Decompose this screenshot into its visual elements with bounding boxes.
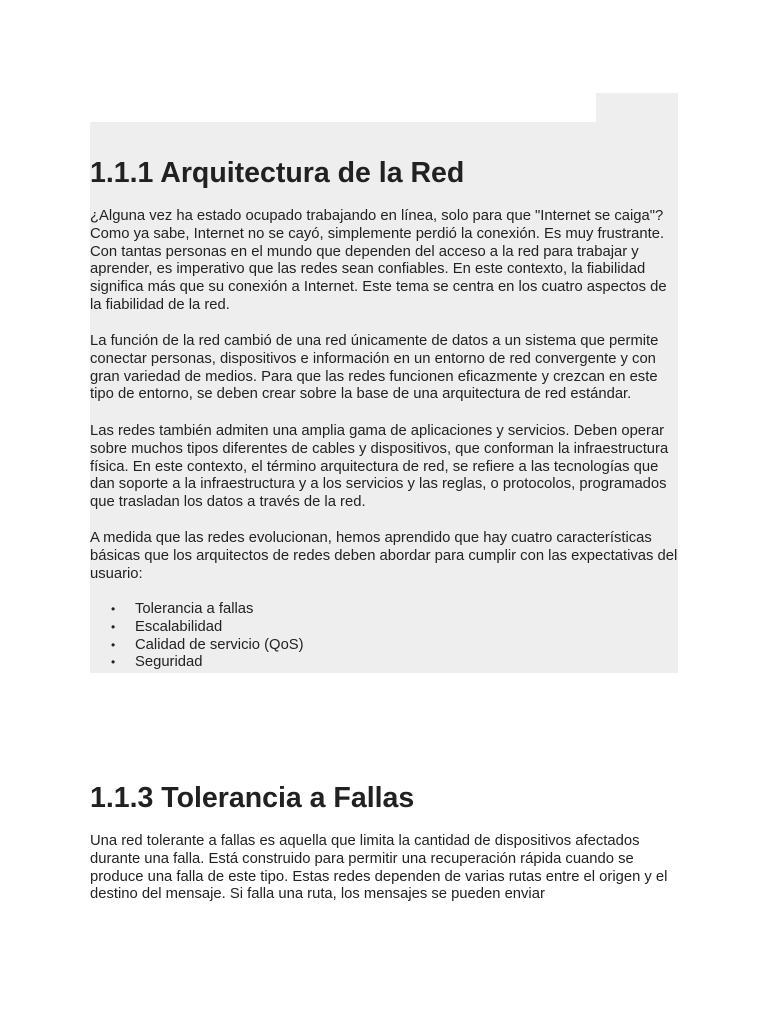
paragraph-intro: ¿Alguna vez ha estado ocupado trabajando en línea, solo para que "Internet se caiga"? Como ya sabe, Internet no se cayó, simplemente perdió la conexión. Es muy frustrante. Con tantas personas en el mundo que dependen del acceso a la red para trabajar y aprender, es imperativo que las redes sean confiables. En este contexto, la fiabilidad significa más que su conexión a Internet. Este tema se centra en los cuatro aspectos de la fiabilidad de la red. <box>90 208 667 313</box>
list-item <box>111 654 304 672</box>
list-item-label: Calidad de servicio (QoS) <box>135 636 304 653</box>
paragraph-network-architecture: Las redes también admiten una amplia gama de aplicaciones y servicios. Deben operar sobre muchos tipos diferentes de cables y dispositivos, que conforman la infraestructura física. En este contexto, el término arquitectura de red, se refiere a las tecnologías que dan soporte a la infraestructura y a los servicios y las reglas, o protocolos, programados que trasladan los datos a través de la red. <box>90 423 669 511</box>
bullet-icon: • <box>111 655 116 670</box>
paragraph-characteristics: A medida que las redes evolucionan, hemos aprendido que hay cuatro características básicas que los arquitectos de redes deben abordar para cumplir con las expectativas del usuario: <box>90 530 678 582</box>
paragraph-fault-tolerance: Una red tolerante a fallas es aquella que limita la cantidad de dispositivos afectados durante una falla. Está construido para permitir una recuperación rápida cuando se produce una falla de este tipo. Estas redes dependen de varias rutas entre el origen y el destino del mensaje. Si falla una ruta, los mensajes se pueden enviar <box>90 833 668 903</box>
bullet-icon: • <box>111 602 116 616</box>
section-title-arquitectura: 1.1.1 Arquitectura de la Red <box>90 157 465 189</box>
list-item <box>111 618 304 637</box>
list-item <box>111 601 304 619</box>
highlight-background-tab <box>596 93 678 123</box>
section-title-tolerancia: 1.1.3 Tolerancia a Fallas <box>90 782 415 814</box>
characteristics-list <box>90 601 304 672</box>
list-item-label: Escalabilidad <box>135 618 223 635</box>
bullet-icon: • <box>111 637 116 652</box>
list-item-label: Seguridad <box>135 654 203 671</box>
paragraph-network-function: La función de la red cambió de una red únicamente de datos a un sistema que permite conectar personas, dispositivos e información en un entorno de red convergente y con gran variedad de medios. Para que las redes funcionen eficazmente y crezcan en este tipo de entorno, se deben crear sobre la base de una arquitectura de red estándar. <box>90 333 659 403</box>
bullet-icon: • <box>111 619 116 634</box>
list-item <box>111 636 304 655</box>
list-item-label: Tolerancia a fallas <box>135 601 254 617</box>
